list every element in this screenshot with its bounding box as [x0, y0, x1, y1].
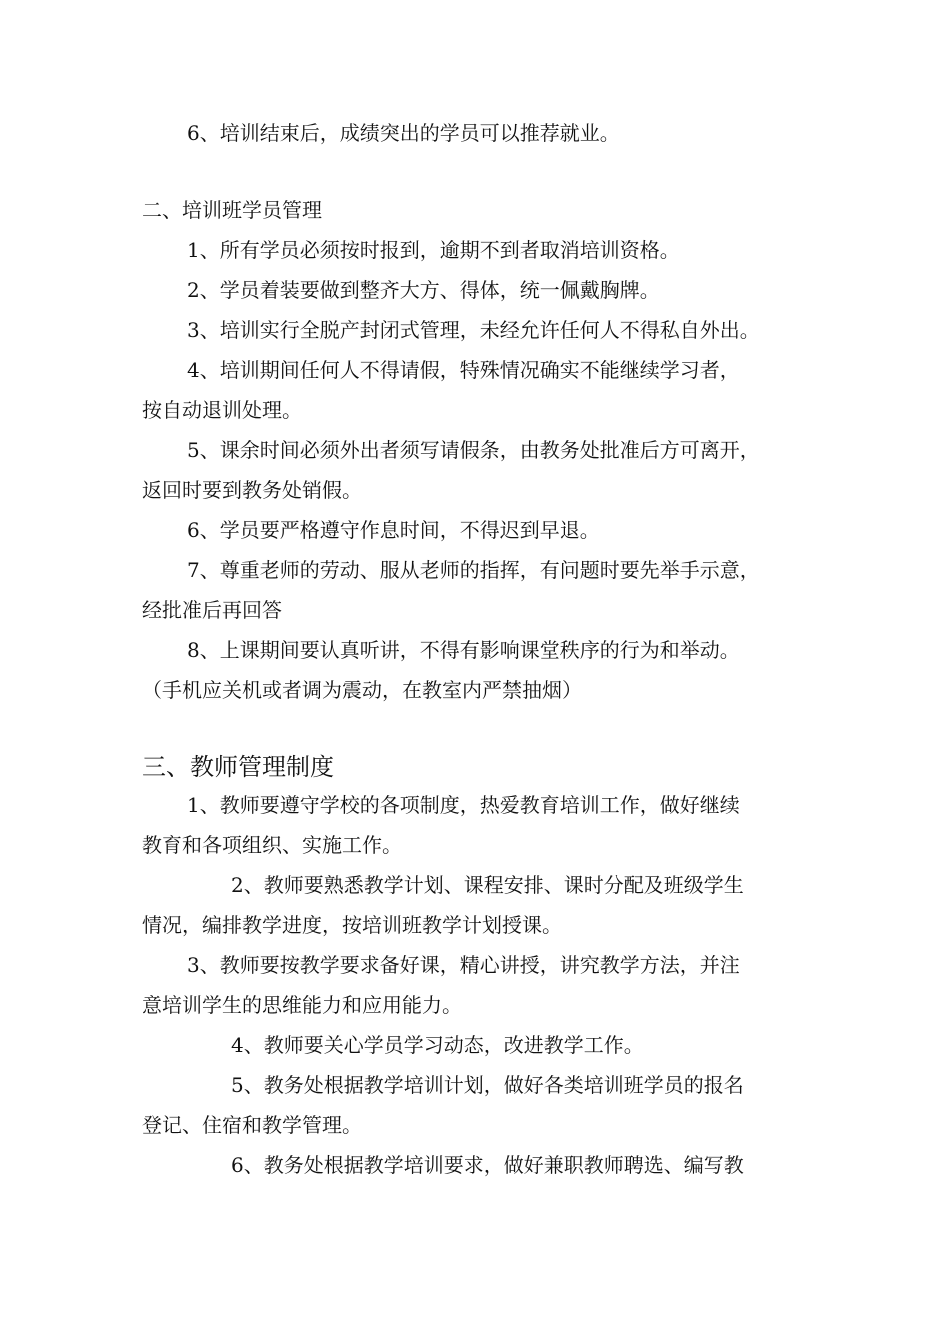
section2-heading: 二、培训班学员管理 — [142, 198, 322, 222]
section3-item1-line1: 1、教师要遵守学校的各项制度，热爱教育培训工作，做好继续 — [187, 793, 740, 817]
section2-item6: 6、学员要严格遵守作息时间，不得迟到早退。 — [187, 518, 600, 542]
section2-item8-line1: 8、上课期间要认真听讲，不得有影响课堂秩序的行为和举动。 — [187, 638, 740, 662]
section3-item2-line2: 情况，编排教学进度，按培训班教学计划授课。 — [142, 913, 562, 937]
section3-item5-line2: 登记、住宿和教学管理。 — [142, 1113, 362, 1137]
section2-item3: 3、培训实行全脱产封闭式管理，未经允许任何人不得私自外出。 — [187, 318, 760, 342]
section2-item7-line1: 7、尊重老师的劳动、服从老师的指挥，有问题时要先举手示意， — [187, 558, 760, 582]
section3-item5-line1: 5、教务处根据教学培训计划，做好各类培训班学员的报名 — [231, 1073, 744, 1097]
section2-item4-line2: 按自动退训处理。 — [142, 398, 302, 422]
section2-item5-line1: 5、课余时间必须外出者须写请假条，由教务处批准后方可离开， — [187, 438, 760, 462]
section3-item6-line1: 6、教务处根据教学培训要求，做好兼职教师聘选、编写教 — [231, 1153, 744, 1177]
section3-item1-line2: 教育和各项组织、实施工作。 — [142, 833, 402, 857]
section2-item5-line2: 返回时要到教务处销假。 — [142, 478, 362, 502]
section2-item2: 2、学员着装要做到整齐大方、得体，统一佩戴胸牌。 — [187, 278, 660, 302]
section1-item6: 6、培训结束后，成绩突出的学员可以推荐就业。 — [187, 121, 620, 145]
section3-item3-line1: 3、教师要按教学要求备好课，精心讲授，讲究教学方法，并注 — [187, 953, 740, 977]
section3-heading: 三、教师管理制度 — [142, 753, 334, 781]
section3-item3-line2: 意培训学生的思维能力和应用能力。 — [142, 993, 462, 1017]
section2-item7-line2: 经批准后再回答 — [142, 598, 282, 622]
section2-item4-line1: 4、培训期间任何人不得请假，特殊情况确实不能继续学习者， — [187, 358, 740, 382]
section3-item4: 4、教师要关心学员学习动态，改进教学工作。 — [231, 1033, 644, 1057]
section2-item1: 1、所有学员必须按时报到，逾期不到者取消培训资格。 — [187, 238, 680, 262]
section2-item8-line2: （手机应关机或者调为震动，在教室内严禁抽烟） — [142, 678, 582, 702]
section3-item2-line1: 2、教师要熟悉教学计划、课程安排、课时分配及班级学生 — [231, 873, 744, 897]
